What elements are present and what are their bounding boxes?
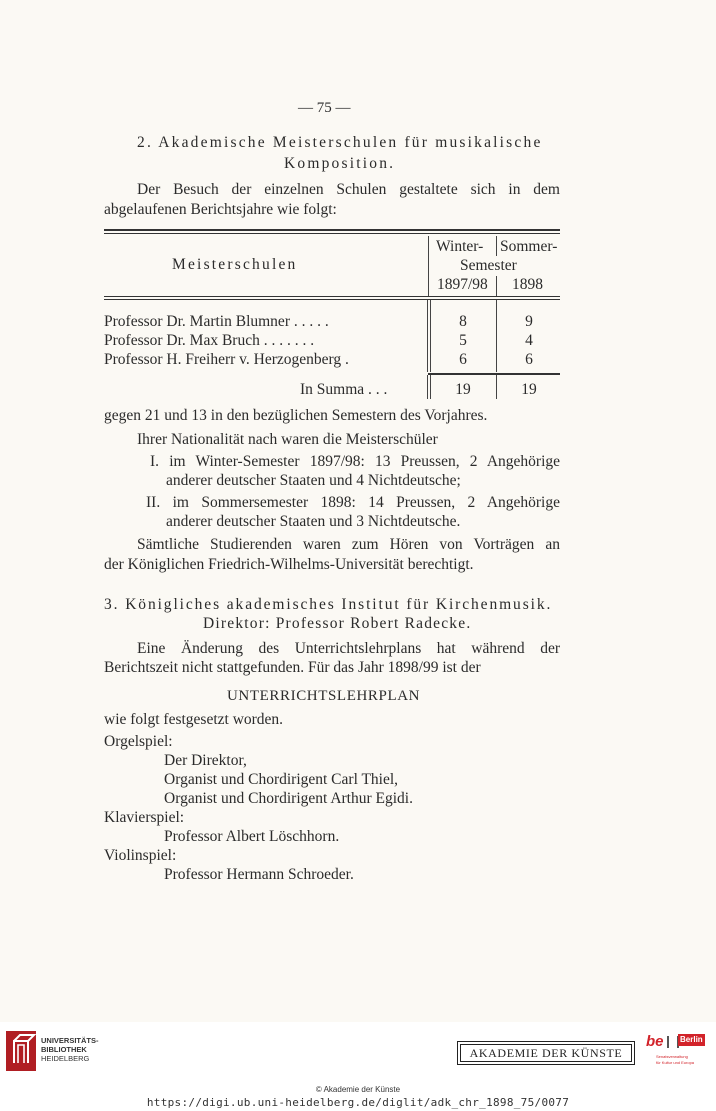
- paragraph-4-line1: Sämtliche Studierenden waren zum Hören von Vorträgen an: [137, 536, 560, 553]
- library-name-line1: UNIVERSITÄTS-: [41, 1036, 99, 1045]
- permalink-url[interactable]: https://digi.ub.uni-heidelberg.de/diglit/adk_chr_1898_75/0077: [146, 1096, 570, 1109]
- section-2-title-line2: Komposition.: [284, 155, 396, 172]
- table-row-summer-2: 4: [525, 332, 533, 349]
- paragraph-3: Ihrer Nationalität nach waren die Meisterschüler: [137, 431, 438, 448]
- organ-teacher-3: Organist und Chordirigent Arthur Egidi.: [164, 790, 413, 807]
- table-body-divider-mid: [496, 300, 497, 372]
- table-row-name-1: Professor Dr. Martin Blumner . . . . .: [104, 313, 329, 330]
- table-header-rule-2: [104, 299, 560, 300]
- table-total-winter: 19: [455, 381, 471, 398]
- table-divider-mid-bottom: [496, 276, 497, 296]
- table-header-winter-year: 1897/98: [437, 276, 488, 293]
- table-sum-rule: [428, 373, 560, 375]
- plan-heading: UNTERRICHTSLEHRPLAN: [227, 688, 421, 704]
- table-row-winter-2: 5: [459, 332, 467, 349]
- piano-label: Klavierspiel:: [104, 809, 185, 826]
- paragraph-1-line1: Der Besuch der einzelnen Schulen gestaltete sich in dem: [137, 181, 560, 198]
- table-row-name-2: Professor Dr. Max Bruch . . . . . . .: [104, 332, 315, 349]
- section-3-director: Direktor: Professor Robert Radecke.: [203, 615, 472, 632]
- library-name-line3: HEIDELBERG: [41, 1054, 90, 1063]
- section-3-title: 3. Königliches akademisches Institut für Kirchenmusik.: [104, 596, 553, 613]
- table-top-rule: [104, 229, 560, 231]
- nationality-item-1-line2: anderer deutscher Staaten und 4 Nichtdeutsche;: [166, 472, 461, 489]
- table-sum-divider-left-a: [427, 375, 428, 399]
- table-top-rule-thin: [104, 233, 560, 234]
- berlin-logo[interactable]: [646, 1034, 706, 1072]
- table-header-meisterschulen: Meisterschulen: [172, 256, 298, 273]
- table-total-label: In Summa . . .: [300, 381, 388, 398]
- table-sum-divider-left-b: [430, 375, 431, 399]
- paragraph-2: gegen 21 und 13 in den bezüglichen Semestern des Vorjahres.: [104, 407, 488, 424]
- table-body-divider-left-b: [430, 300, 431, 372]
- paragraph-5-line2: Berichtszeit nicht stattgefunden. Für das Jahr 1898/99 ist der: [104, 659, 481, 676]
- table-row-summer-3: 6: [525, 351, 533, 368]
- berlin-tagline-1: Senatsverwaltung: [656, 1054, 688, 1059]
- berlin-logo-be: be: [646, 1033, 664, 1050]
- nationality-item-2-line2: anderer deutscher Staaten und 3 Nichtdeutsche.: [166, 513, 461, 530]
- table-total-summer: 19: [521, 381, 537, 398]
- table-sum-divider-mid: [496, 375, 497, 399]
- nationality-item-2-line1: II. im Sommersemester 1898: 14 Preussen, 2 Angehörige: [146, 494, 560, 511]
- akademie-badge: AKADEMIE DER KÜNSTE: [460, 1044, 632, 1062]
- table-header-semester: Semester: [460, 257, 517, 274]
- viewer-footer: [0, 1022, 716, 1111]
- organ-teacher-1: Der Direktor,: [164, 752, 247, 769]
- library-logo-icon: [6, 1031, 36, 1071]
- table-row-name-3: Professor H. Freiherr v. Herzogenberg .: [104, 351, 349, 368]
- table-header-summer: Sommer-: [500, 238, 558, 255]
- page-number: — 75 —: [298, 100, 351, 116]
- paragraph-4-line2: der Königlichen Friedrich-Wilhelms-Universität berechtigt.: [104, 556, 474, 573]
- organ-teacher-2: Organist und Chordirigent Carl Thiel,: [164, 771, 399, 788]
- paragraph-1-line2: abgelaufenen Berichtsjahre wie folgt:: [104, 201, 337, 218]
- section-2-title-line1: 2. Akademische Meisterschulen für musikalische: [137, 134, 543, 151]
- table-row-summer-1: 9: [525, 313, 533, 330]
- copyright: © Akademie der Künste: [315, 1085, 401, 1094]
- table-header-summer-year: 1898: [512, 276, 543, 293]
- table-header-winter: Winter-: [436, 238, 484, 255]
- table-body-divider-left-a: [427, 300, 428, 372]
- akademie-badge-outer[interactable]: [457, 1041, 635, 1065]
- piano-teacher-1: Professor Albert Löschhorn.: [164, 828, 340, 845]
- berlin-logo-berlin: Berlin: [680, 1035, 703, 1044]
- table-row-winter-3: 6: [459, 351, 467, 368]
- paragraph-5-line1: Eine Änderung des Unterrichtslehrplans hat während der: [137, 640, 560, 657]
- table-divider-mid-top: [496, 236, 497, 256]
- table-row-winter-1: 8: [459, 313, 467, 330]
- library-name-line2: BIBLIOTHEK: [41, 1045, 87, 1054]
- library-logo[interactable]: [6, 1031, 36, 1071]
- violin-label: Violinspiel:: [104, 847, 177, 864]
- organ-label: Orgelspiel:: [104, 733, 173, 750]
- table-divider-left: [428, 236, 429, 296]
- nationality-item-1-line1: I. im Winter-Semester 1897/98: 13 Preussen, 2 Angehörige: [150, 453, 560, 470]
- paragraph-6: wie folgt festgesetzt worden.: [104, 711, 284, 728]
- berlin-tagline-2: für Kultur und Europa: [656, 1060, 695, 1065]
- table-header-rule: [104, 296, 560, 297]
- violin-teacher-1: Professor Hermann Schroeder.: [164, 866, 354, 883]
